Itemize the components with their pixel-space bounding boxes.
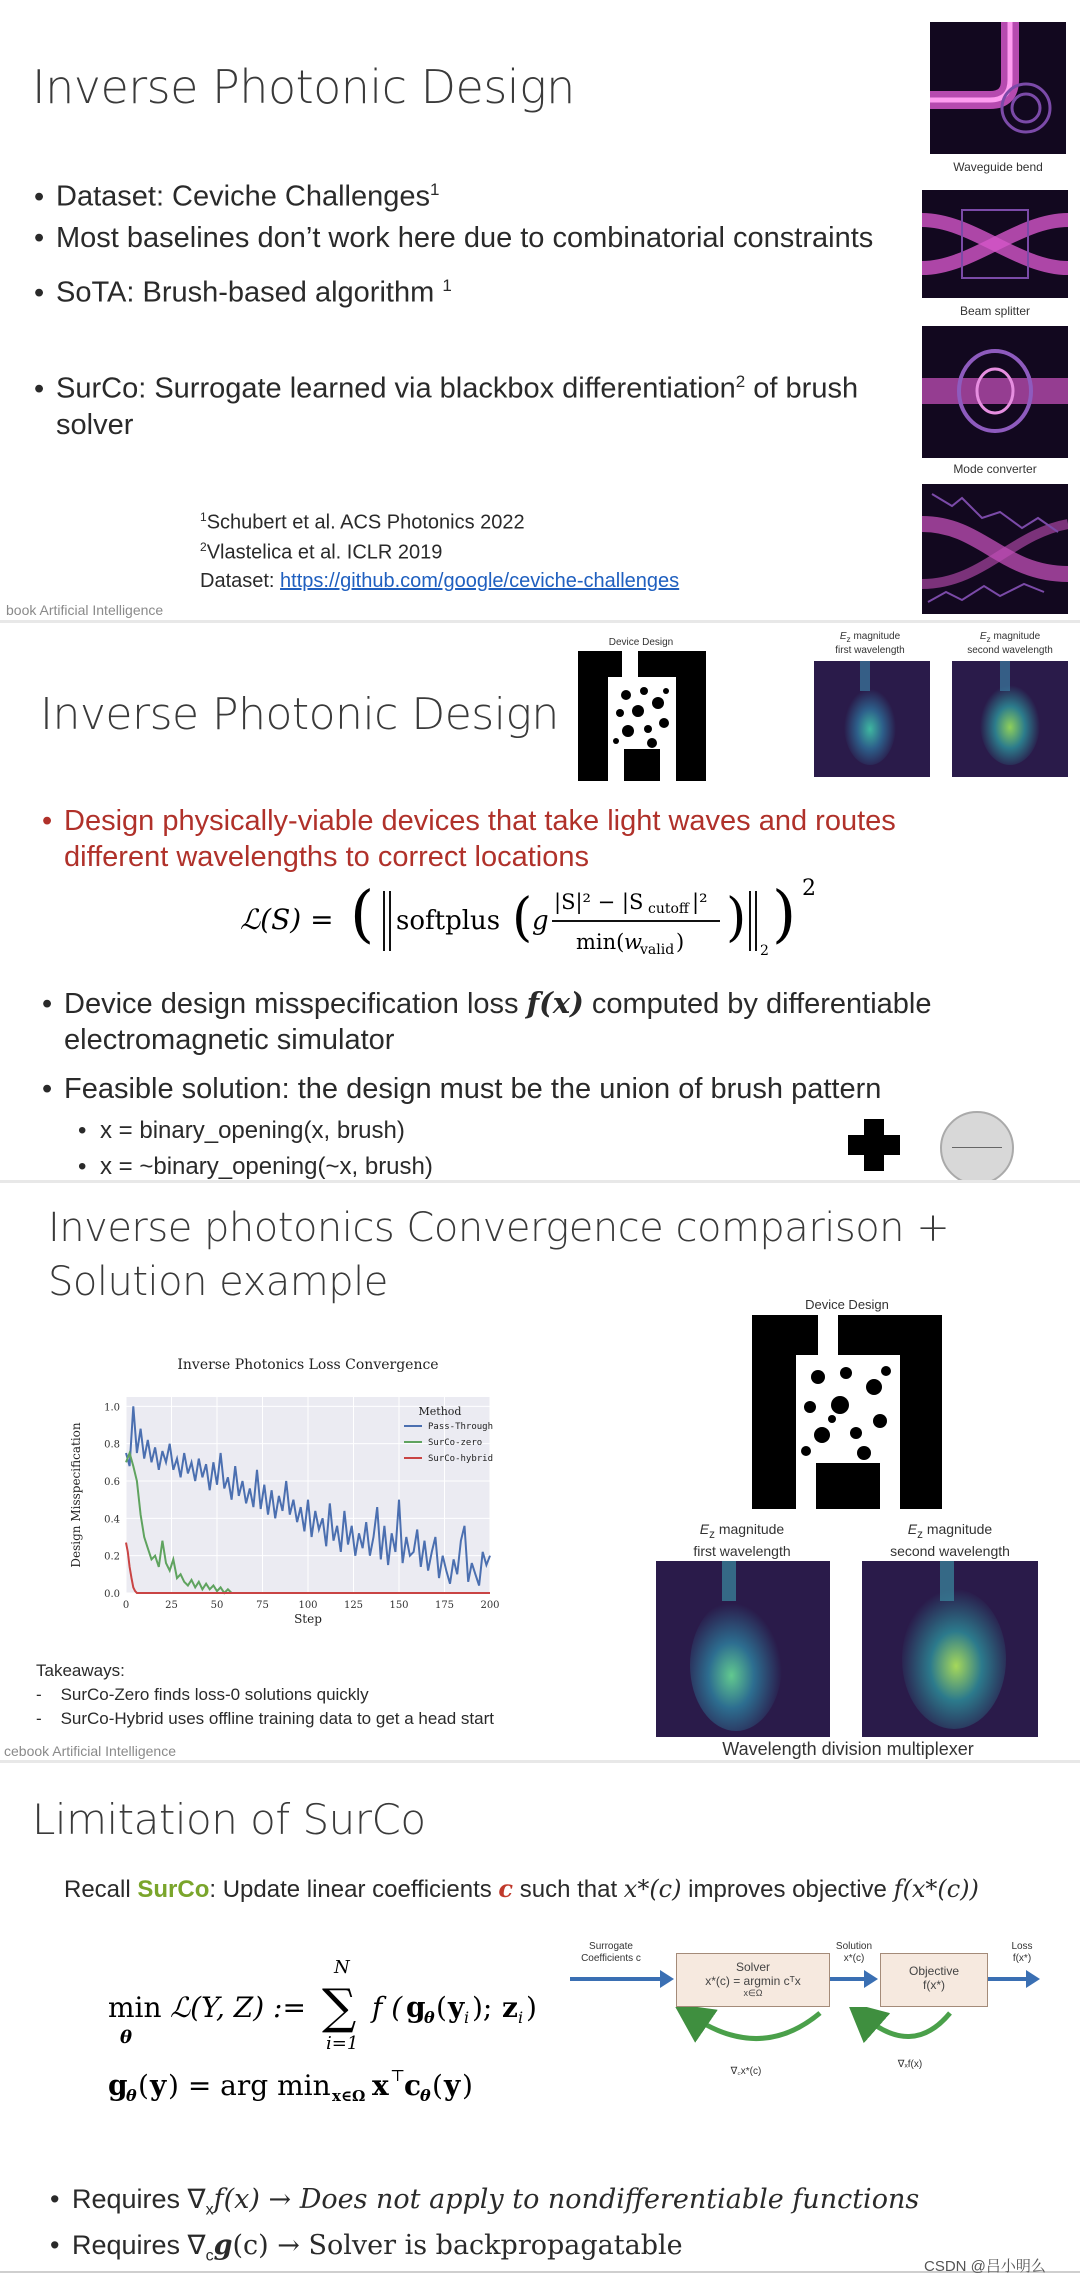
ez-first-wavelength-image	[656, 1561, 830, 1737]
y-tick-label: 0.0	[104, 1589, 120, 1600]
bullet-baselines: • Most baselines don’t work here due to combinatorial constraints	[34, 222, 874, 254]
slide-convergence-comparison	[0, 1180, 1080, 1763]
arrow-head	[660, 1970, 674, 1988]
svg-text:min(: min(	[576, 930, 625, 954]
svg-text:z: z	[502, 1991, 518, 2024]
divider	[0, 2271, 1080, 2273]
bullet-sota: • SoTA: Brush-based algorithm $^1$	[34, 276, 452, 309]
takeaway-item: - SurCo-Zero finds loss-0 solutions quickly	[36, 1685, 369, 1704]
x-tick-label: 150	[389, 1600, 409, 1611]
svg-text:): )	[526, 1991, 537, 2024]
svg-text:(: (	[432, 2069, 443, 2102]
recall-line: Recall SurCo: Update linear coefficients c such that x*(c) improves objective f(x*(c))	[64, 1874, 979, 1903]
svg-text:cutoff: cutoff	[648, 901, 689, 917]
y-tick-label: 0.8	[104, 1439, 120, 1451]
svg-text:y: y	[150, 2069, 167, 2102]
loss-label: Loss f(x*)	[1011, 1941, 1033, 1964]
mode-converter-image	[922, 326, 1068, 458]
image-label: $E_z$ magnitude first wavelength	[835, 631, 905, 656]
y-tick-label: 1.0	[104, 1402, 120, 1414]
waveguide-bend-image	[930, 22, 1066, 154]
surco-objective-formula	[100, 1931, 560, 2121]
svg-text:ℒ(Y, Z) :=: ℒ(Y, Z) :=	[170, 1991, 306, 2024]
ez-first-wavelength-image	[814, 661, 930, 777]
x-axis-label: Step	[294, 1612, 322, 1626]
svg-text:θ: θ	[126, 2086, 137, 2105]
bullet-misspecification-loss: • Device design misspecification loss f(x) computed by differentiable electromagnetic simulator	[42, 986, 932, 1056]
ez-second-wavelength-image	[952, 661, 1068, 777]
sub-bullet-inverse-opening: • x = ~binary_opening(~x, brush)	[78, 1153, 433, 1180]
arrow-solution	[830, 1977, 866, 1981]
bullet-dataset: • Dataset: Ceviche Challenges$^1$	[34, 180, 440, 213]
y-tick-label: 0.4	[104, 1514, 120, 1526]
svg-text:): )	[462, 2069, 473, 2102]
svg-text:x∈Ω: x∈Ω	[332, 2087, 366, 2105]
footnote-mark: 1	[429, 180, 440, 199]
y-axis-label: Design Misspecification	[69, 1422, 83, 1568]
y-tick-label: 0.6	[104, 1477, 120, 1488]
svg-text:θ: θ	[424, 2008, 435, 2027]
bullet-requires-grad-f: • Requires $\nabla_xf(x)$ → Does not apply to nondifferentiable functions	[50, 2184, 920, 2219]
svg-text:i: i	[464, 2008, 470, 2027]
svg-text:y: y	[444, 2069, 461, 2102]
takeaway-item: - SurCo-Hybrid uses offline training data to get a head start	[36, 1709, 494, 1728]
circle-brush-icon	[940, 1111, 1014, 1183]
svg-text:θ: θ	[120, 2027, 133, 2048]
arrow-loss	[988, 1977, 1028, 1981]
bullet-text-line2: different wavelengths to correct locations	[64, 841, 589, 873]
svg-text:|S|² − |S: |S|² − |S	[554, 890, 644, 914]
bullet-text: Most baselines don’t work here due to combinatorial constraints	[56, 222, 874, 254]
gradient-objective-label: ∇ₓf(x)	[897, 2059, 923, 2070]
arrow-head	[1026, 1970, 1040, 1988]
thumb-caption: Waveguide bend	[953, 160, 1043, 174]
loss-formula	[236, 869, 836, 959]
solver-box: Solver x*(c) = argmin cᵀx x∈Ω	[676, 1953, 830, 2007]
svg-text:g: g	[532, 906, 549, 936]
svg-text:f (: f (	[372, 1991, 403, 2024]
svg-text:);: );	[472, 1991, 493, 2024]
slide-inverse-photonic-design-1	[0, 0, 1080, 620]
legend-label: SurCo-zero	[428, 1438, 483, 1448]
slide-title: Inverse Photonic Design	[32, 60, 575, 114]
legend-title: Method	[418, 1405, 462, 1418]
dataset-reference: Dataset: https://github.com/google/ceviche-challenges	[200, 570, 680, 592]
bullet-requires-grad-g: • Requires $\nabla_cg(c)$ → Solver is backpropagatable	[50, 2230, 683, 2265]
x-tick-label: 175	[434, 1600, 455, 1611]
footnote-mark: 1	[442, 276, 452, 295]
legend-label: Pass-Through	[428, 1422, 494, 1432]
device-design-image	[578, 651, 706, 781]
thumb-caption: Beam splitter	[959, 304, 1031, 318]
image-label: Device Design	[608, 637, 674, 648]
svg-text:valid: valid	[640, 942, 675, 958]
svg-text:g: g	[108, 2069, 128, 2102]
x-tick-label: 50	[210, 1600, 224, 1611]
svg-text:(: (	[138, 2069, 149, 2102]
bullet-text-tail: of brush	[745, 372, 859, 405]
surrogate-label: Surrogate Coefficients c	[581, 1941, 641, 1964]
svg-text:(: (	[512, 888, 533, 948]
bullet-feasible-solution: • Feasible solution: the design must be the union of brush pattern	[42, 1073, 882, 1105]
bullet-text-line2: solver	[56, 408, 134, 441]
footer-brand: cebook Artificial Intelligence	[4, 1743, 176, 1759]
svg-text:(: (	[350, 877, 375, 950]
x-tick-label: 200	[480, 1600, 500, 1611]
svg-text:2: 2	[760, 943, 769, 959]
chart-svg	[64, 1343, 524, 1643]
wavelength-demux-image	[922, 484, 1068, 614]
legend-label: SurCo-hybrid	[428, 1454, 494, 1464]
chart-title: Inverse Photonics Loss Convergence	[177, 1357, 439, 1373]
reference-1: $^1$Schubert et al. ACS Photonics 2022	[200, 510, 525, 534]
slide-limitation-of-surco	[0, 1760, 1080, 2287]
sub-bullet-opening: • x = binary_opening(x, brush)	[78, 1117, 405, 1144]
x-tick-label: 100	[298, 1600, 318, 1611]
bullet-text: SurCo: Surrogate learned via blackbox differentiation	[56, 372, 736, 405]
svg-text:2: 2	[802, 876, 816, 901]
takeaways-title: Takeaways:	[36, 1661, 125, 1680]
watermark: CSDN @吕小明么	[924, 2258, 1046, 2275]
slide-title: Inverse photonics Convergence comparison + Solution example	[48, 1205, 950, 1305]
image-label: $E_z$ magnitude first wavelength	[693, 1521, 791, 1559]
footnote-mark: 2	[735, 372, 746, 391]
wdm-caption: Wavelength division multiplexer	[722, 1739, 974, 1759]
svg-text:N: N	[334, 1957, 350, 1978]
bullet-design-goal: • Design physically-viable devices that take light waves and routes different wavelengths to correct locations	[42, 805, 896, 873]
dataset-link[interactable]: https://github.com/google/ceviche-challenges	[280, 570, 680, 592]
svg-text:): )	[772, 877, 797, 950]
x-tick-label: 75	[256, 1600, 269, 1611]
slide-inverse-photonic-design-2	[0, 620, 1080, 1183]
plus-brush-icon	[848, 1119, 900, 1171]
svg-text:g: g	[406, 1991, 426, 2024]
svg-text:ℒ(S) =: ℒ(S) =	[240, 903, 334, 936]
svg-text:c: c	[404, 2069, 422, 2102]
svg-text:): )	[676, 930, 685, 954]
svg-text:) = arg min: ) = arg min	[168, 2069, 331, 2102]
svg-text:|²: |²	[692, 890, 708, 914]
svg-text:y: y	[448, 1991, 465, 2024]
image-label: $E_z$ magnitude second wavelength	[890, 1521, 1010, 1559]
svg-text:⊤: ⊤	[390, 2066, 406, 2085]
x-tick-label: 125	[343, 1600, 364, 1611]
svg-text:i: i	[518, 2008, 524, 2027]
reference-2: $^2$Vlastelica et al. ICLR 2019	[200, 540, 443, 564]
footer-brand: book Artificial Intelligence	[6, 602, 164, 618]
thumb-caption: Mode converter	[953, 462, 1037, 476]
slide-title: Inverse Photonic Design	[40, 689, 559, 740]
x-tick-label: 25	[165, 1600, 178, 1611]
bullet-text: SoTA: Brush-based algorithm	[56, 276, 443, 309]
svg-text:softplus: softplus	[396, 906, 501, 936]
svg-text:θ: θ	[420, 2086, 431, 2105]
arrow-head	[864, 1970, 878, 1988]
svg-text:∑: ∑	[322, 1979, 357, 2035]
device-design-image	[752, 1315, 942, 1509]
ez-second-wavelength-image	[862, 1561, 1038, 1737]
image-label: $E_z$ magnitude second wavelength	[967, 631, 1053, 656]
slide-title: Limitation of SurCo	[32, 1795, 426, 1844]
y-tick-label: 0.2	[104, 1551, 120, 1563]
bullet-surco: • SurCo: Surrogate learned via blackbox differentiation$^2$ of brush solver	[34, 372, 859, 441]
loss-convergence-chart	[64, 1343, 524, 1643]
solution-label: Solution x*(c)	[835, 1941, 873, 1964]
x-tick-label: 0	[122, 1600, 130, 1611]
svg-text:min: min	[108, 1991, 162, 2024]
svg-text:w: w	[624, 930, 642, 954]
svg-text:i=1: i=1	[326, 2033, 359, 2054]
objective-box: Objective f(x*)	[880, 1953, 988, 2007]
bullet-text: Design physically-viable devices that take light waves and routes	[64, 805, 896, 837]
svg-text:): )	[726, 888, 747, 948]
arrow-surrogate	[570, 1977, 662, 1981]
image-label: Device Design	[805, 1297, 889, 1312]
bullet-text: Dataset: Ceviche Challenges	[56, 180, 430, 213]
svg-text:x: x	[372, 2069, 389, 2102]
svg-text:(: (	[436, 1991, 447, 2024]
beam-splitter-image	[922, 190, 1068, 298]
gradient-solver-label: ∇꜀x*(c)	[730, 2066, 762, 2077]
